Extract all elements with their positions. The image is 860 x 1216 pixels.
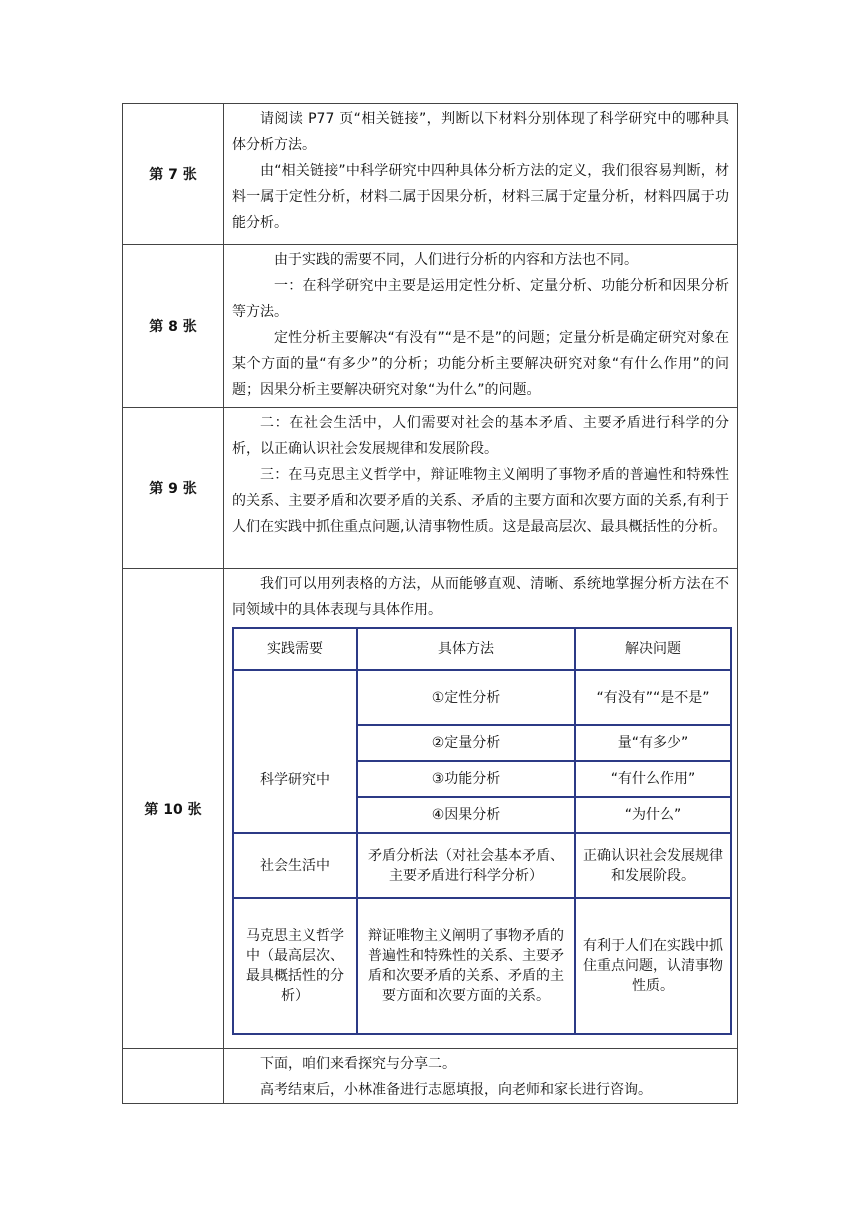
column-header: 实践需要 [233, 628, 357, 670]
slide-content [224, 408, 738, 569]
paragraph: 我们可以用列表格的方法，从而能够直观、清晰、系统地掌握分析方法在不同领域中的具体表现与具体作用。 [232, 576, 729, 618]
paragraph: 由“相关链接”中科学研究中四种具体分析方法的定义，我们很容易判断，材料一属于定性分析，材料二属于因果分析，材料三属于定量分析，材料四属于功能分析。 [232, 163, 729, 231]
solve-cell: “有没有”“是不是” [575, 670, 731, 725]
slide-label: 第 10 张 [123, 569, 224, 1049]
method-cell: ③功能分析 [357, 761, 575, 797]
table-header-row [233, 628, 731, 670]
slide-label: 第 9 张 [123, 408, 224, 569]
method-cell: ①定性分析 [357, 670, 575, 725]
paragraph: 请阅读 P77 页“相关链接”，判断以下材料分别体现了科学研究中的哪种具体分析方法。 [232, 111, 729, 153]
paragraph: 三：在马克思主义哲学中，辩证唯物主义阐明了事物矛盾的普遍性和特殊性的关系、主要矛盾和次要矛盾的关系、矛盾的主要方面和次要方面的关系,有利于人们在实践中抓住重点问题,认清事物性质。这是最高层次、最具概括性的分析。 [232, 467, 729, 535]
solve-cell: 正确认识社会发展规律和发展阶段。 [575, 833, 731, 898]
column-header: 解决问题 [575, 628, 731, 670]
paragraph: 高考结束后，小林准备进行志愿填报，向老师和家长进行咨询。 [260, 1082, 652, 1098]
paragraph: 定性分析主要解决“有没有”“是不是”的问题；定量分析是确定研究对象在某个方面的量“有多少”的分析；功能分析主要解决研究对象“有什么作用”的问题；因果分析主要解决研究对象“为什么”的问题。 [232, 330, 729, 398]
practice-need-cell: 社会生活中 [233, 833, 357, 898]
practice-need-cell: 马克思主义哲学中（最高层次、最具概括性的分析） [233, 898, 357, 1034]
slide-content [224, 245, 738, 408]
method-cell: ④因果分析 [357, 797, 575, 833]
lesson-plan-table [122, 103, 738, 1104]
solve-cell: 量“有多少” [575, 725, 731, 761]
slide-row-7 [123, 104, 738, 245]
slide-label [123, 1049, 224, 1104]
slide-content [224, 104, 738, 245]
solve-cell: “为什么” [575, 797, 731, 833]
paragraph: 下面，咱们来看探究与分享二。 [260, 1056, 456, 1072]
method-cell: ②定量分析 [357, 725, 575, 761]
slide-label: 第 7 张 [123, 104, 224, 245]
slide-content [224, 569, 738, 1049]
method-cell: 矛盾分析法（对社会基本矛盾、主要矛盾进行科学分析） [357, 833, 575, 898]
solve-cell: 有利于人们在实践中抓住重点问题，认清事物性质。 [575, 898, 731, 1034]
slide-row-10 [123, 569, 738, 1049]
analysis-methods-table [232, 627, 732, 1035]
slide-row-9 [123, 408, 738, 569]
slide-label: 第 8 张 [123, 245, 224, 408]
practice-need-cell: 科学研究中 [233, 670, 357, 833]
column-header: 具体方法 [357, 628, 575, 670]
slide-row-next [123, 1049, 738, 1104]
solve-cell: “有什么作用” [575, 761, 731, 797]
table-row [233, 670, 731, 725]
paragraph: 由于实践的需要不同，人们进行分析的内容和方法也不同。 [274, 252, 638, 268]
table-row [233, 833, 731, 898]
paragraph: 二：在社会生活中，人们需要对社会的基本矛盾、主要矛盾进行科学的分析，以正确认识社会发展规律和发展阶段。 [232, 415, 729, 457]
paragraph: 一：在科学研究中主要是运用定性分析、定量分析、功能分析和因果分析等方法。 [232, 278, 729, 320]
table-row [233, 898, 731, 1034]
method-cell: 辩证唯物主义阐明了事物矛盾的普遍性和特殊性的关系、主要矛盾和次要矛盾的关系、矛盾的主要方面和次要方面的关系。 [357, 898, 575, 1034]
slide-content [224, 1049, 738, 1104]
slide-row-8 [123, 245, 738, 408]
